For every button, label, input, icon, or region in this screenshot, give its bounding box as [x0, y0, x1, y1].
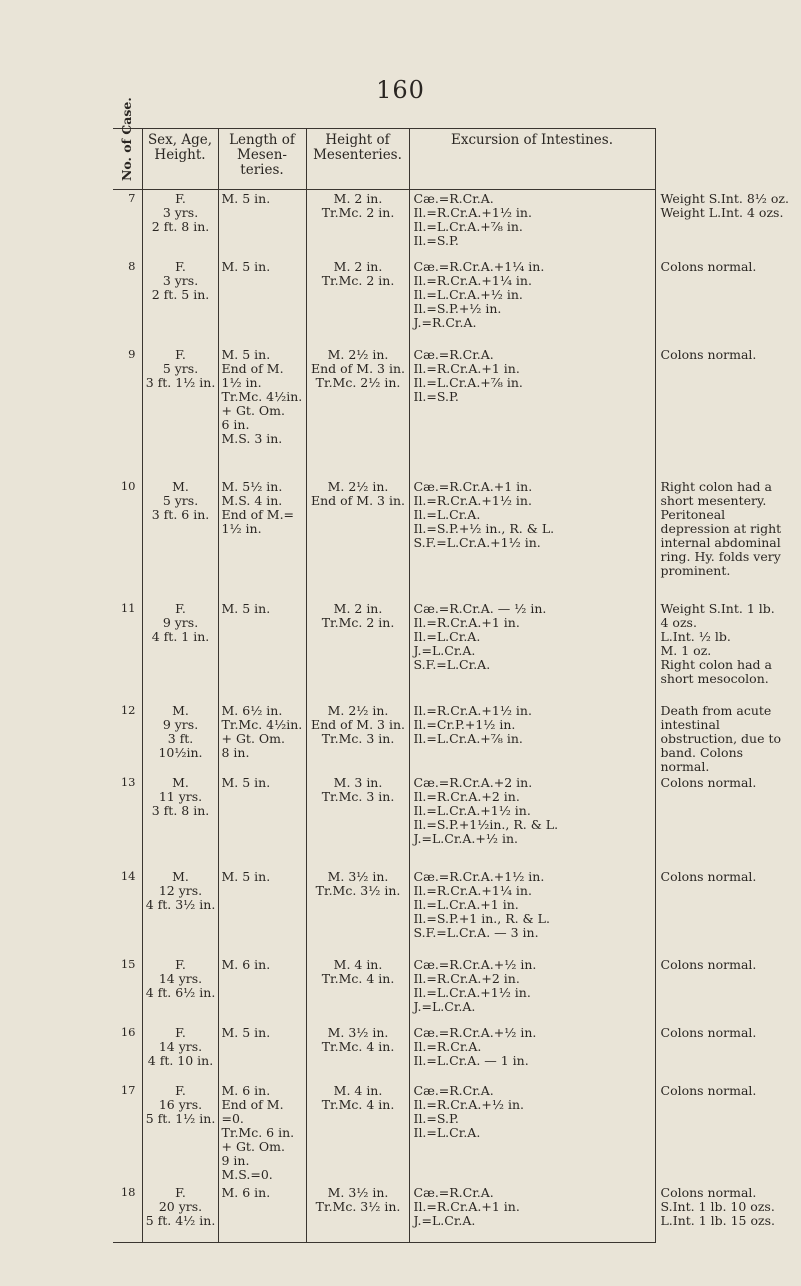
case-number: 8 — [128, 259, 136, 273]
excursion-cell: Cæ.=R.Cr.A.+1½ in. Il.=R.Cr.A.+1¼ in. Il.=L.Cr.A.+1 in. Il.=S.P.+1 in., R. & L. S.F.=L.Cr.A. — 3 in. — [409, 868, 655, 956]
remarks-cell: Weight S.Int. 1 lb. 4 ozs. L.Int. ½ lb. M. 1 oz. Right colon had a short mesocolon. — [655, 600, 791, 702]
header-case-number-label: No. of Case. — [119, 97, 135, 181]
case-number: 9 — [128, 347, 136, 361]
remarks-cell: Weight S.Int. 8½ oz. Weight L.Int. 4 ozs. — [655, 190, 791, 259]
header-remarks — [655, 129, 791, 190]
remarks-cell: Colons normal. — [655, 956, 791, 1024]
height-cell: M. 2½ in. End of M. 3 in. Tr.Mc. 2½ in. — [306, 346, 409, 478]
height-cell: M. 3½ in. Tr.Mc. 3½ in. — [306, 868, 409, 956]
height-cell: M. 2½ in. End of M. 3 in. — [306, 478, 409, 600]
table-row — [113, 1082, 791, 1184]
page-number: 160 — [376, 76, 425, 104]
length-cell: M. 5 in. — [218, 868, 306, 956]
case-number: 13 — [120, 775, 136, 789]
remarks-cell: Colons normal. — [655, 346, 791, 478]
table-row — [113, 702, 791, 774]
table-row — [113, 868, 791, 956]
header-sex-age-height: Sex, Age, Height. — [142, 129, 218, 190]
case-number: 14 — [120, 869, 136, 883]
case-table — [113, 97, 791, 1243]
table-row — [113, 190, 791, 259]
length-cell: M. 5 in. — [218, 1024, 306, 1082]
sex-age-height-cell: F. 3 yrs. 2 ft. 5 in. — [142, 258, 218, 346]
sex-age-height-cell: F. 14 yrs. 4 ft. 6½ in. — [142, 956, 218, 1024]
remarks-cell: Colons normal. S.Int. 1 lb. 10 ozs. L.Int. 1 lb. 15 ozs. — [655, 1184, 791, 1243]
length-cell: M. 6 in. — [218, 1184, 306, 1243]
excursion-cell: Cæ.=R.Cr.A. Il.=R.Cr.A.+½ in. Il.=S.P. Il.=L.Cr.A. — [409, 1082, 655, 1184]
excursion-cell: Cæ.=R.Cr.A.+½ in. Il.=R.Cr.A. Il.=L.Cr.A. — 1 in. — [409, 1024, 655, 1082]
sex-age-height-cell: M. 5 yrs. 3 ft. 6 in. — [142, 478, 218, 600]
height-cell: M. 3 in. Tr.Mc. 3 in. — [306, 774, 409, 868]
length-cell: M. 6 in. — [218, 956, 306, 1024]
sex-age-height-cell: M. 12 yrs. 4 ft. 3½ in. — [142, 868, 218, 956]
length-cell: M. 5 in. — [218, 600, 306, 702]
excursion-cell: Cæ.=R.Cr.A. Il.=R.Cr.A.+1 in. Il.=L.Cr.A.+⅞ in. Il.=S.P. — [409, 346, 655, 478]
table-row — [113, 1184, 791, 1243]
sex-age-height-cell: F. 14 yrs. 4 ft. 10 in. — [142, 1024, 218, 1082]
excursion-cell: Cæ.=R.Cr.A.+1¼ in. Il.=R.Cr.A.+1¼ in. Il.=L.Cr.A.+½ in. Il.=S.P.+½ in. J.=R.Cr.A. — [409, 258, 655, 346]
excursion-cell: Cæ.=R.Cr.A.+2 in. Il.=R.Cr.A.+2 in. Il.=L.Cr.A.+1½ in. Il.=S.P.+1½in., R. & L. J.=L.Cr.A.+½ in. — [409, 774, 655, 868]
case-number: 15 — [120, 957, 136, 971]
case-number: 10 — [120, 479, 136, 493]
remarks-cell: Colons normal. — [655, 1024, 791, 1082]
case-number: 16 — [120, 1025, 136, 1039]
height-cell: M. 3½ in. Tr.Mc. 4 in. — [306, 1024, 409, 1082]
height-cell: M. 3½ in. Tr.Mc. 3½ in. — [306, 1184, 409, 1243]
height-cell: M. 2 in. Tr.Mc. 2 in. — [306, 600, 409, 702]
length-cell: M. 5½ in. M.S. 4 in. End of M.= 1½ in. — [218, 478, 306, 600]
height-cell: M. 4 in. Tr.Mc. 4 in. — [306, 1082, 409, 1184]
length-cell: M. 6 in. End of M. =0. Tr.Mc. 6 in. + Gt. Om. 9 in. M.S.=0. — [218, 1082, 306, 1184]
sex-age-height-cell: F. 9 yrs. 4 ft. 1 in. — [142, 600, 218, 702]
header-height-mesenteries: Height of Mesenteries. — [306, 129, 409, 190]
sex-age-height-cell: M. 9 yrs. 3 ft. 10½in. — [142, 702, 218, 774]
table-row — [113, 774, 791, 868]
table-row — [113, 478, 791, 600]
table-row — [113, 258, 791, 346]
excursion-cell: Il.=R.Cr.A.+1½ in. Il.=Cr.P.+1½ in. Il.=L.Cr.A.+⅞ in. — [409, 702, 655, 774]
height-cell: M. 4 in. Tr.Mc. 4 in. — [306, 956, 409, 1024]
sex-age-height-cell: M. 11 yrs. 3 ft. 8 in. — [142, 774, 218, 868]
table-row — [113, 600, 791, 702]
length-cell: M. 5 in. — [218, 774, 306, 868]
sex-age-height-cell: F. 20 yrs. 5 ft. 4½ in. — [142, 1184, 218, 1243]
excursion-cell: Cæ.=R.Cr.A.+½ in. Il.=R.Cr.A.+2 in. Il.=L.Cr.A.+1½ in. J.=L.Cr.A. — [409, 956, 655, 1024]
remarks-cell: Right colon had a short mesentery. Peritoneal depression at right internal abdominal ring. Hy. folds very prominent. — [655, 478, 791, 600]
table-body — [113, 190, 791, 1243]
table-header — [113, 97, 791, 190]
table-row — [113, 956, 791, 1024]
header-excursion-intestines: Excursion of Intestines. — [409, 129, 655, 190]
height-cell: M. 2 in. Tr.Mc. 2 in. — [306, 190, 409, 259]
excursion-cell: Cæ.=R.Cr.A. — ½ in. Il.=R.Cr.A.+1 in. Il.=L.Cr.A. J.=L.Cr.A. S.F.=L.Cr.A. — [409, 600, 655, 702]
excursion-cell: Cæ.=R.Cr.A. Il.=R.Cr.A.+1½ in. Il.=L.Cr.A.+⅞ in. Il.=S.P. — [409, 190, 655, 259]
case-number: 11 — [120, 601, 136, 615]
height-cell: M. 2½ in. End of M. 3 in. Tr.Mc. 3 in. — [306, 702, 409, 774]
case-number: 12 — [120, 703, 136, 717]
length-cell: M. 5 in. End of M. 1½ in. Tr.Mc. 4½in. + Gt. Om. 6 in. M.S. 3 in. — [218, 346, 306, 478]
remarks-cell: Colons normal. — [655, 868, 791, 956]
sex-age-height-cell: F. 16 yrs. 5 ft. 1½ in. — [142, 1082, 218, 1184]
remarks-cell: Colons normal. — [655, 1082, 791, 1184]
length-cell: M. 6½ in. Tr.Mc. 4½in. + Gt. Om. 8 in. — [218, 702, 306, 774]
excursion-cell: Cæ.=R.Cr.A.+1 in. Il.=R.Cr.A.+1½ in. Il.=L.Cr.A. Il.=S.P.+½ in., R. & L. S.F.=L.Cr.A.+1½ in. — [409, 478, 655, 600]
sex-age-height-cell: F. 3 yrs. 2 ft. 8 in. — [142, 190, 218, 259]
length-cell: M. 5 in. — [218, 190, 306, 259]
case-number: 18 — [113, 1184, 142, 1243]
header-length-mesenteries: Length of Mesen- teries. — [218, 129, 306, 190]
case-number: 17 — [120, 1083, 136, 1097]
remarks-cell: Death from acute intestinal obstruction, due to band. Colons normal. — [655, 702, 791, 774]
case-table-container — [113, 97, 791, 1268]
header-row — [113, 129, 791, 190]
case-number: 7 — [128, 191, 136, 205]
sex-age-height-cell: F. 5 yrs. 3 ft. 1½ in. — [142, 346, 218, 478]
length-cell: M. 5 in. — [218, 258, 306, 346]
table-row — [113, 346, 791, 478]
remarks-cell: Colons normal. — [655, 774, 791, 868]
height-cell: M. 2 in. Tr.Mc. 2 in. — [306, 258, 409, 346]
excursion-cell: Cæ.=R.Cr.A. Il.=R.Cr.A.+1 in. J.=L.Cr.A. — [409, 1184, 655, 1243]
table-row — [113, 1024, 791, 1082]
remarks-cell: Colons normal. — [655, 258, 791, 346]
header-case-number — [113, 97, 142, 190]
